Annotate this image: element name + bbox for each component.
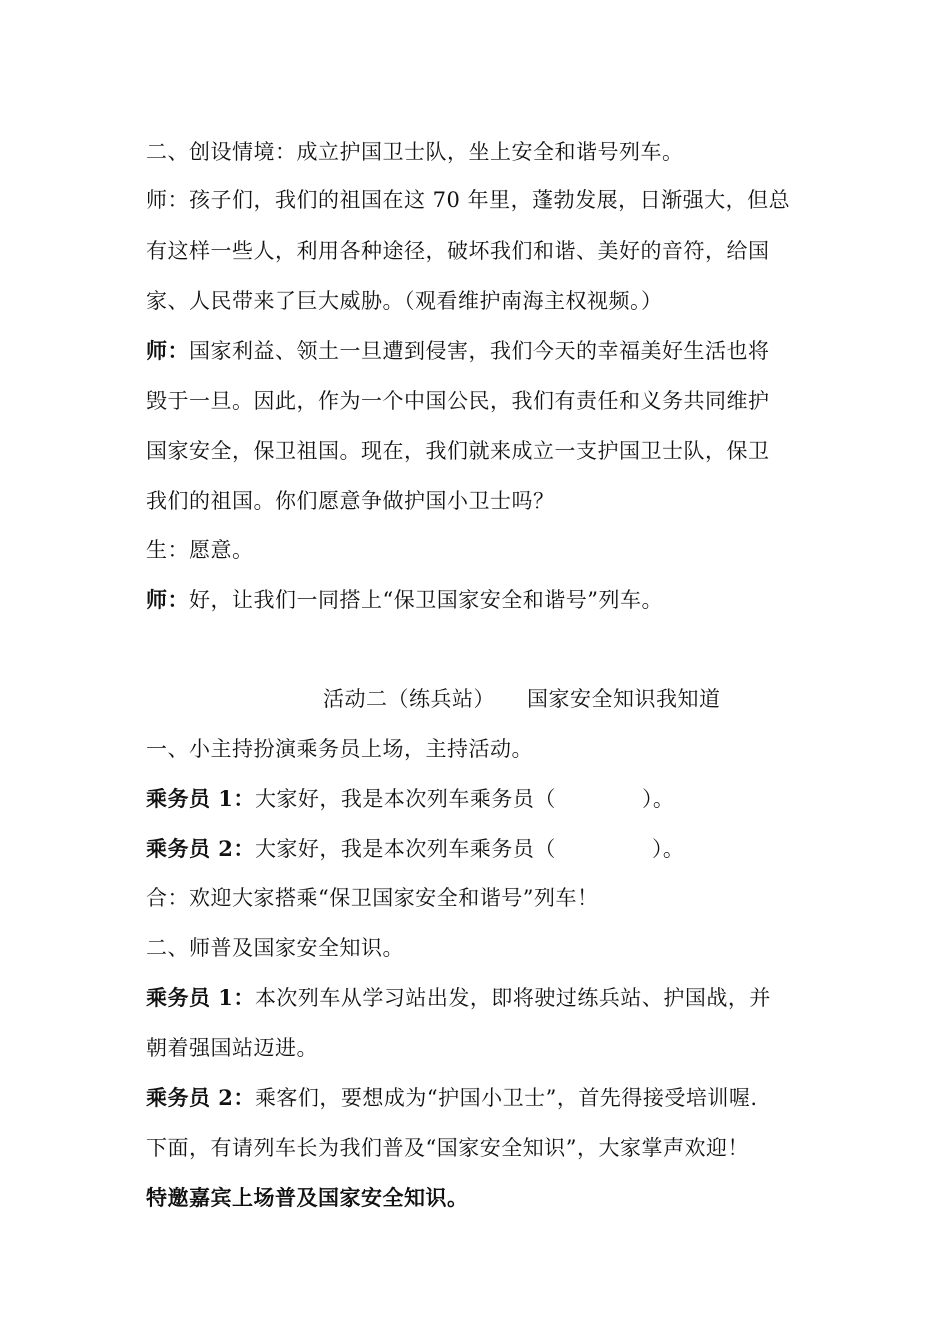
speaker-label: 生：	[146, 538, 189, 562]
step-2: 二、师普及国家安全知识。	[146, 936, 404, 960]
teacher-paragraph-2-line2: 毁于一旦。因此，作为一个中国公民，我们有责任和义务共同维护	[146, 389, 770, 413]
teacher-paragraph-1: 师：孩子们，我们的祖国在这 70 年里，蓬勃发展，日渐强大，但总	[146, 188, 791, 212]
student-reply: 生：愿意。	[146, 538, 254, 562]
host1-speech-line2: 朝着强国站迈进。	[146, 1036, 318, 1060]
host1-intro: 乘务员 1：大家好，我是本次列车乘务员（ ）。	[146, 786, 675, 811]
speaker-label: 乘务员 2：	[146, 1085, 255, 1110]
teacher-paragraph-1-line2: 有这样一些人，利用各种途径，破坏我们和谐、美好的音符，给国	[146, 239, 770, 263]
speaker-label: 师：	[146, 587, 189, 612]
speaker-label: 乘务员 1：	[146, 786, 255, 811]
speaker-label: 师：	[146, 338, 189, 363]
host2-speech: 乘务员 2：乘客们，要想成为“护国小卫士”，首先得接受培训喔.	[146, 1085, 758, 1110]
section2-heading: 二、创设情境：成立护国卫士队，坐上安全和谐号列车。	[146, 140, 684, 164]
teacher-paragraph-2-line3: 国家安全，保卫祖国。现在，我们就来成立一支护国卫士队，保卫	[146, 439, 770, 463]
host1-speech: 乘务员 1：本次列车从学习站出发，即将驶过练兵站、护国战，并	[146, 985, 771, 1010]
closing-line: 特邀嘉宾上场普及国家安全知识。	[146, 1185, 469, 1210]
step-1: 一、小主持扮演乘务员上场，主持活动。	[146, 737, 533, 761]
speaker-label: 师：	[146, 188, 189, 212]
speaker-label: 乘务员 2：	[146, 836, 255, 861]
together-line: 合：欢迎大家搭乘“保卫国家安全和谐号”列车！	[146, 886, 599, 910]
teacher-paragraph-2: 师：国家利益、领土一旦遭到侵害，我们今天的幸福美好生活也将	[146, 338, 770, 363]
teacher-paragraph-2-line4: 我们的祖国。你们愿意争做护国小卫士吗？	[146, 489, 555, 513]
host2-speech-line2: 下面，有请列车长为我们普及“国家安全知识”，大家掌声欢迎！	[146, 1136, 749, 1160]
host2-intro: 乘务员 2：大家好，我是本次列车乘务员（ ）。	[146, 836, 685, 861]
activity-title: 活动二（练兵站） 国家安全知识我知道	[323, 687, 721, 711]
teacher-paragraph-1-line3: 家、人民带来了巨大威胁。（观看维护南海主权视频。）	[146, 289, 663, 313]
teacher-paragraph-4: 师：好，让我们一同搭上“保卫国家安全和谐号”列车。	[146, 587, 663, 612]
speaker-label: 乘务员 1：	[146, 985, 255, 1010]
